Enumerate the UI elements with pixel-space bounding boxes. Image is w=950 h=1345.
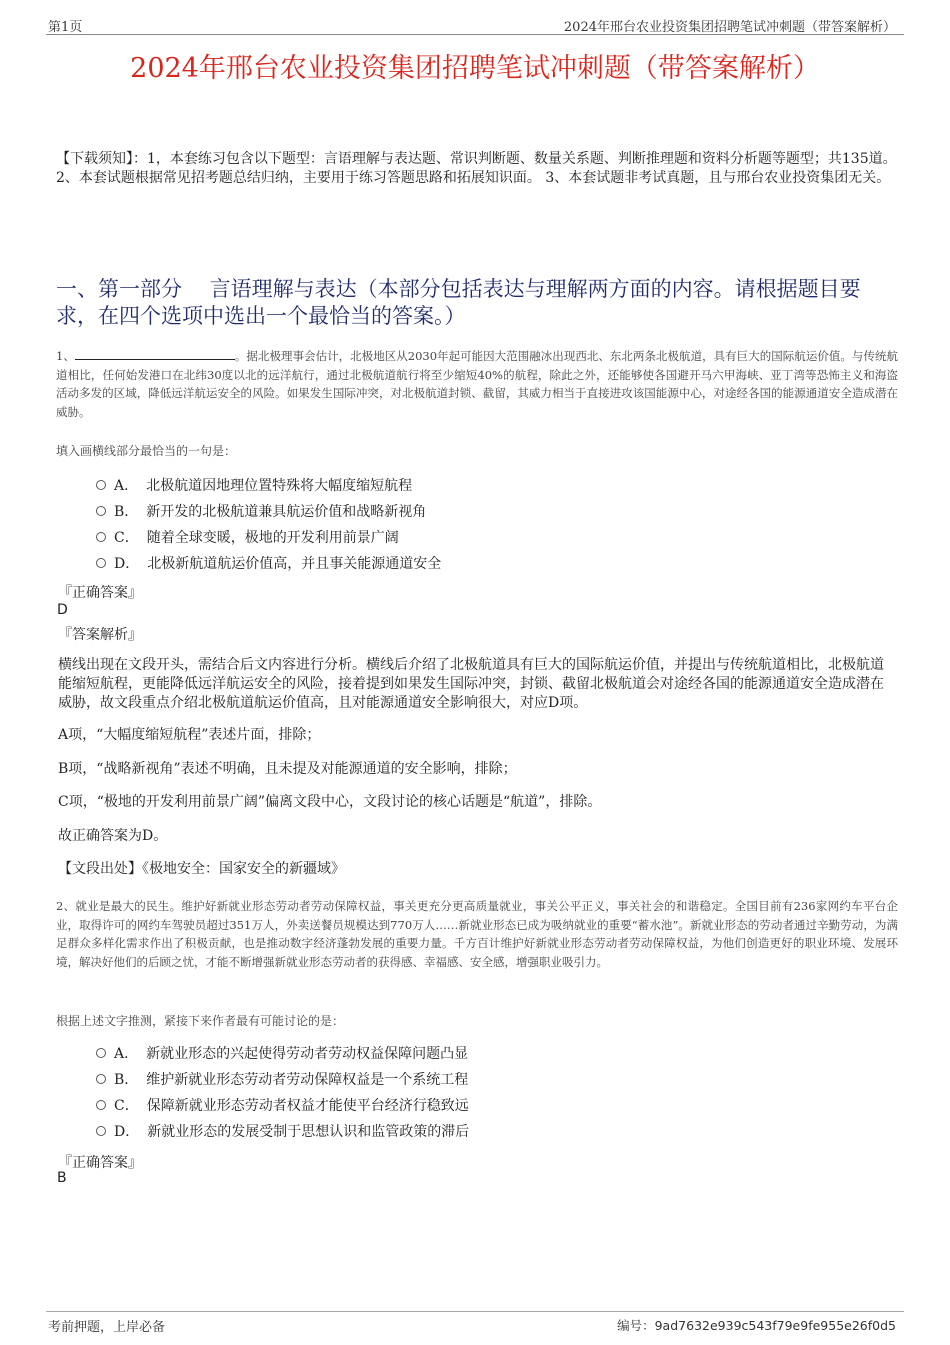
question-2-prompt: 根据上述文字推测，紧接下来作者最有可能讨论的是： [56, 1014, 345, 1028]
question-2-option-b[interactable]: B． 维护新就业形态劳动者劳动保障权益是一个系统工程 [96, 1070, 468, 1090]
footer-code-value: 9ad7632e939c543f79e9fe955e26f0d5 [654, 1318, 896, 1333]
radio-icon[interactable] [96, 506, 106, 516]
question-1-option-b[interactable]: B． 新开发的北极航道兼具航运价值和战略新视角 [96, 502, 426, 522]
question-1-analysis-label: 『答案解析』 [58, 627, 142, 643]
radio-icon[interactable] [96, 1126, 106, 1136]
question-1-option-a[interactable]: A． 北极航道因地理位置特殊将大幅度缩短航程 [96, 476, 412, 496]
page-header [46, 14, 904, 35]
question-1-answer-label: 『正确答案』 [58, 585, 142, 601]
fill-blank-line [75, 348, 235, 360]
question-1-answer: D [57, 602, 68, 618]
question-1-option-d[interactable]: D． 北极新航道航运价值高，并且事关能源通道安全 [96, 554, 441, 574]
question-2-option-c[interactable]: C． 保障新就业形态劳动者权益才能使平台经济行稳致远 [96, 1096, 469, 1116]
radio-icon[interactable] [96, 1048, 106, 1058]
question-1-body: 。据北极理事会估计，北极地区从2030年起可能因大范围融冰出现西北、东北两条北极航道，具有巨大的国际航运价值。与传统航道相比，任何始发港口在北纬30度以北的远洋航行，通过北极航道航行将至少缩短40%的航程，除此之外，还能够使各国避开马六甲海峡、亚丁湾等恐怖主义和海盗活动多发的区域，降低远洋航运安全的风险。如果发生国际冲突，对北极航道封锁、截留，其威力相当于直接进攻该国能源中心，对途经各国的能源通道安全造成潜在威胁。 [56, 349, 898, 419]
question-1-number: 1、 [56, 349, 75, 363]
question-1-analysis-b: B项，“战略新视角”表述不明确，且未提及对能源通道的安全影响，排除； [58, 761, 517, 777]
download-notice: 【下载须知】：1，本套练习包含以下题型：言语理解与表达题、常识判断题、数量关系题、判断推理题和资料分析题等题型；共135道。 2、本套试题根据常见招考题总结归纳，主要用于练习答题思路和拓展知识面。 3、本套试题非考试真题，且与邢台农业投资集团无关。 [56, 151, 897, 186]
question-2-answer-label: 『正确答案』 [58, 1155, 142, 1171]
page-footer [46, 1311, 904, 1334]
radio-icon[interactable] [96, 532, 106, 542]
question-1-source: 【文段出处】《极地安全：国家安全的新疆域》 [58, 861, 345, 877]
radio-icon[interactable] [96, 1100, 106, 1110]
question-2-option-d[interactable]: D． 新就业形态的发展受制于思想认识和监管政策的滞后 [96, 1122, 469, 1142]
question-2-answer: B [57, 1170, 67, 1186]
question-2-option-a[interactable]: A． 新就业形态的兴起使得劳动者劳动权益保障问题凸显 [96, 1044, 468, 1064]
question-1-analysis-a: A项，“大幅度缩短航程”表述片面，排除； [58, 727, 321, 743]
radio-icon[interactable] [96, 558, 106, 568]
question-1-prompt: 填入画横线部分最恰当的一句是： [56, 444, 237, 458]
footer-code [617, 1316, 896, 1334]
question-1-analysis-main: 横线出现在文段开头，需结合后文内容进行分析。横线后介绍了北极航道具有巨大的国际航运价值，并提出与传统航道相比，北极航道能缩短航程，更能降低远洋航运安全的风险，接着提到如果发生国际冲突，封锁、截留北极航道会对途经各国的能源通道安全造成潜在威胁，故文段重点介绍北极航道航运价值高，且对能源通道安全影响很大，对应D项。 [58, 657, 884, 711]
footer-slogan: 考前押题，上岸必备 [48, 1320, 166, 1335]
section-title: 一、第一部分 言语理解与表达（本部分包括表达与理解两方面的内容。请根据题目要求，在四个选项中选出一个最恰当的答案。） [56, 277, 861, 328]
footer-code-label: 编号： [617, 1318, 655, 1333]
question-1-analysis-conclusion: 故正确答案为D。 [58, 828, 168, 844]
radio-icon[interactable] [96, 480, 106, 490]
question-1-option-c[interactable]: C． 随着全球变暖，极地的开发利用前景广阔 [96, 528, 399, 548]
radio-icon[interactable] [96, 1074, 106, 1084]
document-title: 2024年邢台农业投资集团招聘笔试冲刺题（带答案解析） [130, 53, 820, 84]
page-number: 第1页 [48, 20, 83, 35]
question-2-text: 2、就业是最大的民生。维护好新就业形态劳动者劳动保障权益，事关更充分更高质量就业，事关公平正义，事关社会的和谐稳定。全国目前有236家网约车平台企业，取得许可的网约车驾驶员超过351万人，外卖送餐员规模达到770万人……新就业形态已成为吸纳就业的重要“蓄水池”。新就业形态的劳动者通过辛勤劳动，为满足群众多样化需求作出了积极贡献，也是推动数字经济蓬勃发展的重要力量。千方百计维护好新就业形态劳动者劳动保障权益，为他们创造更好的职业环境、发展环境，解决好他们的后顾之忧，才能不断增强新就业形态劳动者的获得感、幸福感、安全感，增强职业吸引力。 [56, 899, 898, 969]
header-doc-title: 2024年邢台农业投资集团招聘笔试冲刺题（带答案解析） [563, 20, 896, 35]
question-1-text [56, 347, 898, 421]
question-1-analysis-c: C项，“极地的开发利用前景广阔”偏离文段中心，文段讨论的核心话题是“航道”，排除。 [58, 794, 602, 810]
